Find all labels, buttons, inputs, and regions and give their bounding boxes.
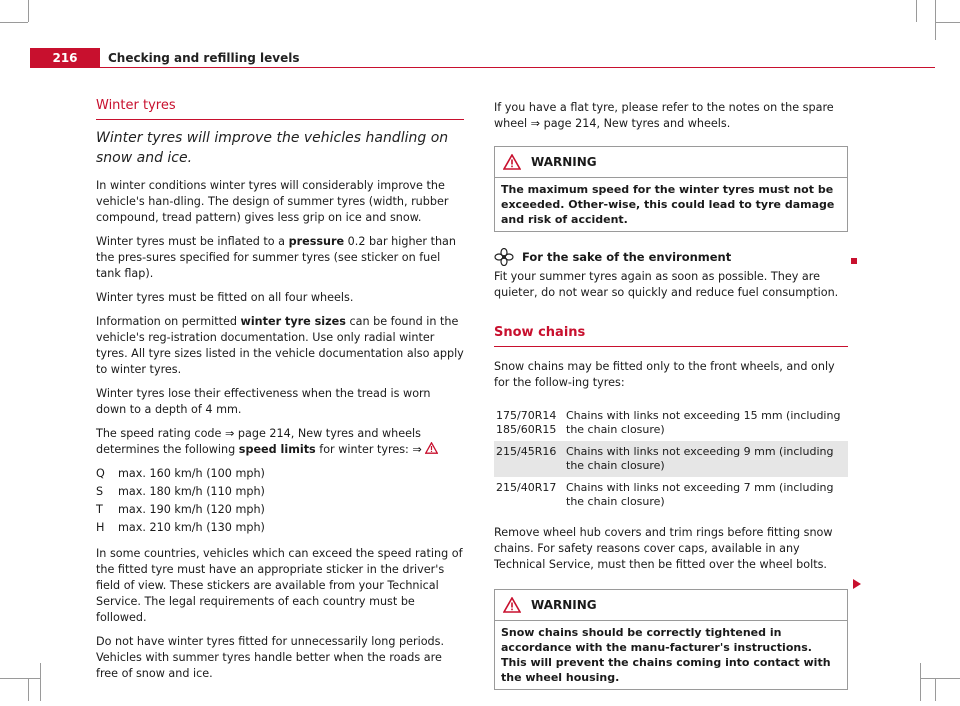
warning-box: [494, 146, 848, 232]
crop-mark: [28, 678, 29, 701]
section-end-marker: [851, 258, 857, 264]
list-item: T max. 190 km/h (120 mph): [96, 503, 265, 516]
left-column: [96, 98, 464, 690]
crop-mark: [916, 0, 917, 22]
crop-mark: [935, 0, 936, 40]
paragraph: Do not have winter tyres fitted for unnecessarily long periods. Vehicles with summer tyres handle better when the roads are free of snow and ice.: [96, 635, 445, 680]
pressure-term: pressure: [288, 235, 345, 248]
crop-mark: [0, 22, 28, 23]
list-item: H max. 210 km/h (130 mph): [96, 521, 265, 534]
paragraph: Information on permitted winter tyre sizes can be found in the vehicle's reg-istration documentation. Use only radial winter tyres. All tyre sizes listed in the vehicle documentation also apply to winter tyres.: [96, 315, 464, 376]
paragraph: In winter conditions winter tyres will considerably improve the vehicle's han-dling. The design of summer tyres (width, rubber compound, tread pattern) gives less grip on ice and snow.: [96, 179, 449, 224]
list-item: S max. 180 km/h (110 mph): [96, 485, 265, 498]
warning-triangle-icon: [503, 597, 521, 613]
paragraph: Snow chains may be fitted only to the front wheels, and only for the follow-ing tyres:: [494, 360, 835, 389]
crop-mark: [935, 678, 936, 701]
list-item: Q max. 160 km/h (100 mph): [96, 467, 265, 480]
warning-header: [495, 590, 847, 621]
table-row: [494, 441, 848, 477]
header-rule: [100, 67, 935, 68]
crop-mark: [920, 678, 960, 679]
table-cell-size: 215/40R17: [496, 481, 557, 494]
table-row: [494, 477, 848, 513]
warning-text: The maximum speed for the winter tyres must not be exceeded. Other-wise, this could lead to tyre damage and risk of accident.: [501, 183, 835, 226]
page-header: [30, 48, 935, 68]
right-column: [494, 100, 848, 706]
crop-mark: [935, 22, 960, 23]
paragraph: Fit your summer tyres again as soon as possible. They are quieter, do not wear so quickly and reduce fuel consumption.: [494, 270, 839, 299]
paragraph: The speed rating code ⇒ page 214, New tyres and wheels determines the following speed limits for winter tyres: ⇒: [96, 426, 464, 458]
flower-icon: [494, 248, 514, 266]
environment-header: [494, 248, 848, 266]
lead-text: Winter tyres will improve the vehicles handling on snow and ice.: [96, 130, 449, 166]
table-cell-size: 215/45R16: [494, 441, 562, 477]
table-cell-desc: Chains with links not exceeding 7 mm (including the chain closure): [566, 481, 834, 508]
warning-header: [495, 147, 847, 178]
table-cell-desc: Chains with links not exceeding 15 mm (including the chain closure): [566, 409, 841, 436]
table-cell-size: 175/70R14 185/60R15: [496, 409, 557, 436]
warning-text: Snow chains should be correctly tightened in accordance with the manu-facturer's instructions. This will prevent the chains coming into contact with the wheel housing.: [501, 626, 831, 684]
section-title-snow-chains: Snow chains: [494, 325, 848, 347]
crop-mark: [28, 0, 29, 22]
crop-mark: [40, 663, 41, 701]
warning-triangle-icon: [425, 442, 438, 454]
crop-mark: [920, 663, 921, 701]
tyre-sizes-term: winter tyre sizes: [240, 315, 346, 328]
paragraph: Winter tyres must be inflated to a pressure 0.2 bar higher than the pres-sures specified for summer tyres (see sticker on fuel tank flap).: [96, 235, 456, 280]
table-row: [494, 405, 848, 441]
speed-limit-list: [96, 466, 464, 538]
snow-chain-table: [494, 405, 848, 513]
environment-label: For the sake of the environment: [522, 250, 732, 264]
paragraph: Winter tyres must be fitted on all four wheels.: [96, 291, 354, 304]
paragraph: In some countries, vehicles which can exceed the speed rating of the fitted tyre must have an appropriate sticker in the driver's field of view. These stickers are available from your Technical Service. The legal requirements of each country must be followed.: [96, 547, 463, 624]
section-title-winter-tyres: Winter tyres: [96, 98, 464, 120]
paragraph: If you have a flat tyre, please refer to the notes on the spare wheel ⇒ page 214, New tyres and wheels.: [494, 101, 834, 130]
table-cell-desc: Chains with links not exceeding 9 mm (including the chain closure): [562, 441, 848, 477]
running-title: Checking and refilling levels: [108, 51, 300, 65]
continue-arrow-icon: [852, 578, 862, 590]
warning-triangle-icon: [503, 154, 521, 170]
page-number: 216: [30, 48, 100, 68]
warning-box: [494, 589, 848, 690]
warning-label: WARNING: [531, 598, 597, 612]
warning-label: WARNING: [531, 155, 597, 169]
paragraph: Remove wheel hub covers and trim rings before fitting snow chains. For safety reasons cover caps, available in any Technical Service, must then be fitted over the wheel bolts.: [494, 526, 833, 571]
crop-mark: [0, 678, 40, 679]
speed-limits-term: speed limits: [238, 443, 316, 456]
paragraph: Winter tyres lose their effectiveness when the tread is worn down to a depth of 4 mm.: [96, 387, 431, 416]
